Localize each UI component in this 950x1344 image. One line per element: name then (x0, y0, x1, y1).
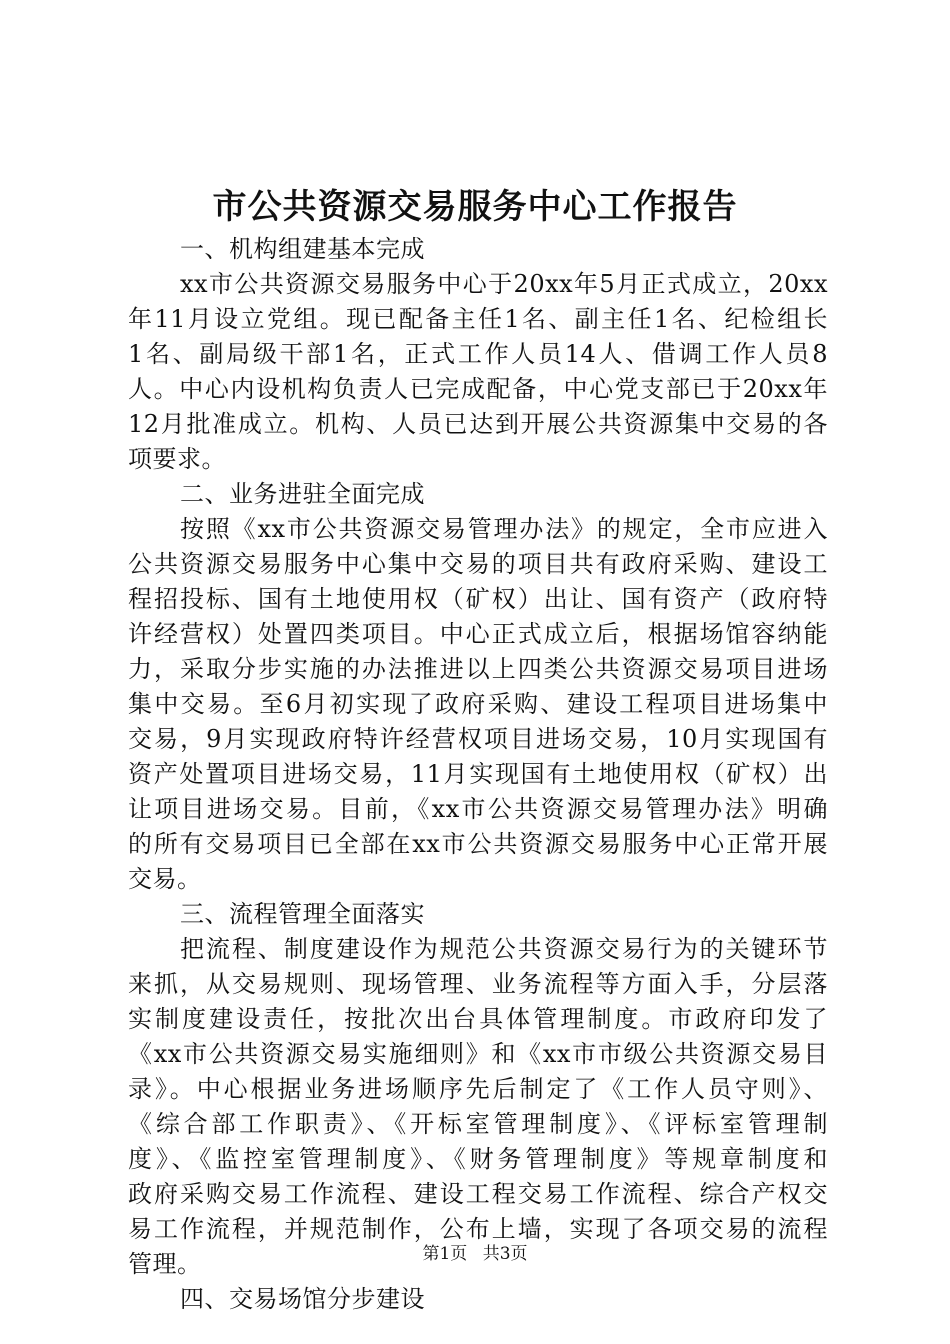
body-line: 资产处置项目进场交易，11月实现国有土地使用权（矿权）出 (128, 760, 828, 788)
body-line: 公共资源交易服务中心集中交易的项目共有政府采购、建设工 (128, 550, 828, 578)
page-total: 共3页 (482, 1244, 528, 1264)
body-line: 《xx市公共资源交易实施细则》和《xx市市级公共资源交易目 (128, 1040, 828, 1068)
body-line: 易工作流程，并规范制作，公布上墙，实现了各项交易的流程 (128, 1215, 828, 1243)
body-line: 录》。中心根据业务进场顺序先后制定了《工作人员守则》、 (128, 1075, 828, 1103)
body-line: 来抓，从交易规则、现场管理、业务流程等方面入手，分层落 (128, 970, 828, 998)
page-footer (0, 1242, 950, 1266)
body-line: 把流程、制度建设作为规范公共资源交易行为的关键环节 (180, 935, 828, 963)
body-line: 让项目进场交易。目前，《xx市公共资源交易管理办法》明确 (128, 795, 828, 823)
body-line: 管理。 (128, 1250, 202, 1278)
body-line: 力，采取分步实施的办法推进以上四类公共资源交易项目进场 (128, 655, 828, 683)
body-line: 集中交易。至6月初实现了政府采购、建设工程项目进场集中 (128, 690, 828, 718)
body-line: 政府采购交易工作流程、建设工程交易工作流程、综合产权交 (128, 1180, 828, 1208)
body-line: 的所有交易项目已全部在xx市公共资源交易服务中心正常开展 (128, 830, 828, 858)
body-line: 《综合部工作职责》、《开标室管理制度》、《评标室管理制 (128, 1110, 828, 1138)
body-line: 1名、副局级干部1名，正式工作人员14人、借调工作人员8 (128, 340, 828, 368)
document-title: 市公共资源交易服务中心工作报告 (212, 187, 738, 227)
body-line: 一、机构组建基本完成 (180, 235, 425, 263)
body-line: 年11月设立党组。现已配备主任1名、副主任1名、纪检组长 (128, 305, 828, 333)
body-line: 交易。 (128, 865, 202, 893)
body-line: xx市公共资源交易服务中心于20xx年5月正式成立，20xx (180, 270, 828, 298)
body-line: 项要求。 (128, 445, 226, 473)
page-number: 第1页 (422, 1244, 468, 1264)
body-line: 实制度建设责任，按批次出台具体管理制度。市政府印发了 (128, 1005, 828, 1033)
body-line: 度》、《监控室管理制度》、《财务管理制度》等规章制度和 (128, 1145, 828, 1173)
body-line: 交易，9月实现政府特许经营权项目进场交易，10月实现国有 (128, 725, 828, 753)
body-line: 12月批准成立。机构、人员已达到开展公共资源集中交易的各 (128, 410, 828, 438)
body-line: 二、业务进驻全面完成 (180, 480, 425, 508)
document-body (128, 232, 828, 1317)
body-line: 三、流程管理全面落实 (180, 900, 425, 928)
body-line: 程招投标、国有土地使用权（矿权）出让、国有资产（政府特 (128, 585, 828, 613)
body-line: 许经营权）处置四类项目。中心正式成立后，根据场馆容纳能 (128, 620, 828, 648)
body-line: 按照《xx市公共资源交易管理办法》的规定，全市应进入 (180, 515, 828, 543)
body-line: 四、交易场馆分步建设 (180, 1285, 425, 1313)
body-line: 人。中心内设机构负责人已完成配备，中心党支部已于20xx年 (128, 375, 828, 403)
